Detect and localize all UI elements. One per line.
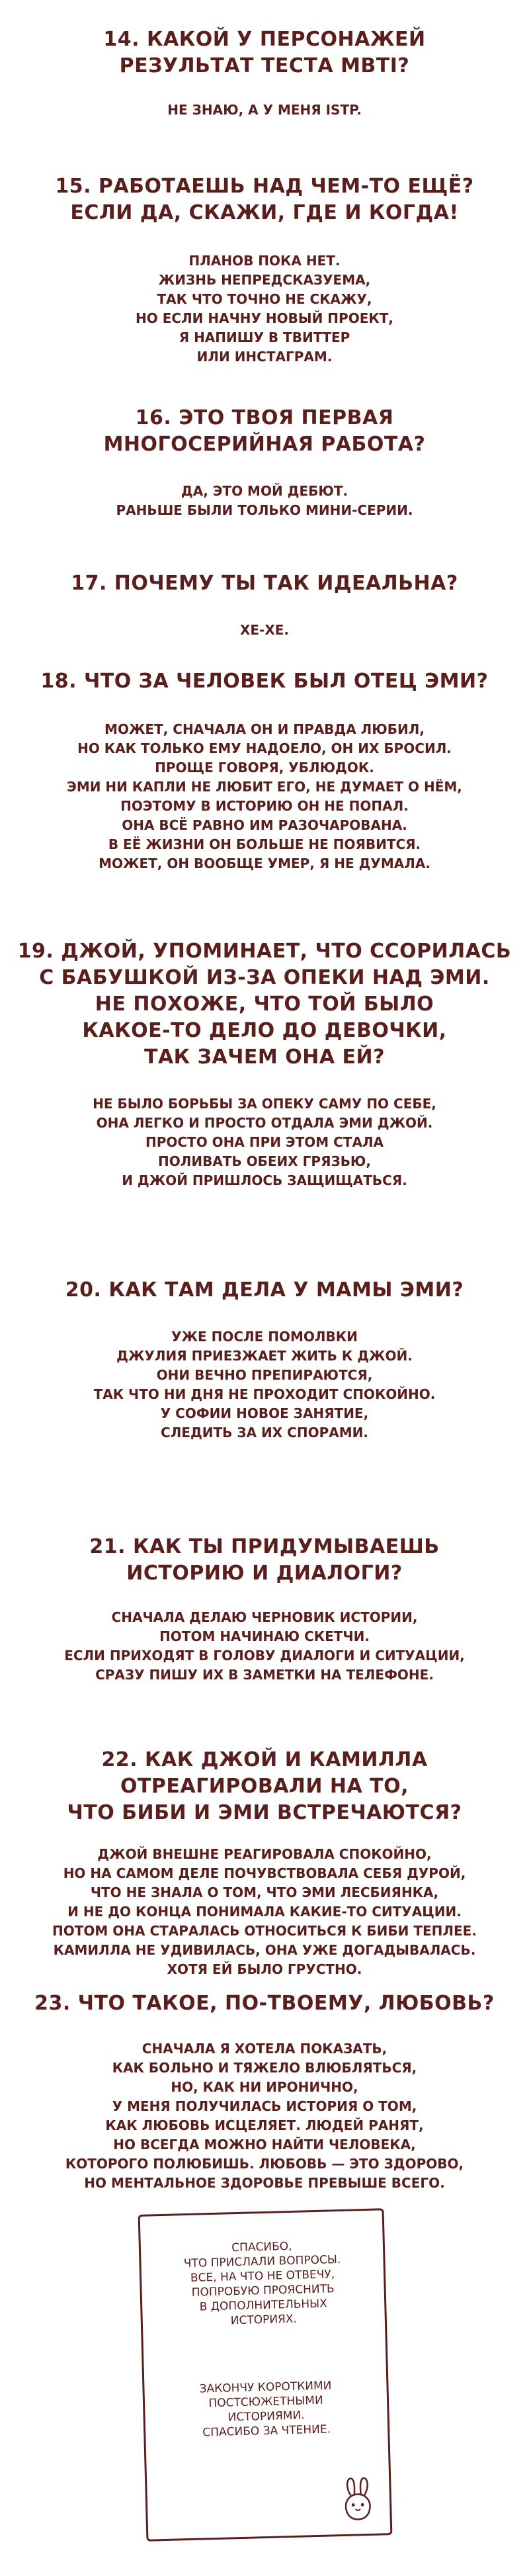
qa-block-14 — [0, 26, 529, 120]
answer-19: НЕ БЫЛО БОРЬБЫ ЗА ОПЕКУ САМУ ПО СЕБЕ, ОНА ЛЕГКО И ПРОСТО ОТДАЛА ЭМИ ДЖОЙ. ПРОСТО ОНА ПРИ ЭТОМ СТАЛА ПОЛИВАТЬ ОБЕИХ ГРЯЗЬЮ, И ДЖОЙ ПРИШЛОСЬ ЗАЩИЩАТЬСЯ. — [93, 1096, 436, 1188]
answer-20: УЖЕ ПОСЛЕ ПОМОЛВКИ ДЖУЛИЯ ПРИЕЗЖАЕТ ЖИТЬ К ДЖОЙ. ОНИ ВЕЧНО ПРЕПИРАЮТСЯ, ТАК ЧТО НИ ДНЯ НЕ ПРОХОДИТ СПОКОЙНО. У СОФИИ НОВОЕ ЗАНЯТИЕ, СЛЕДИТЬ ЗА ИХ СПОРАМИ. — [93, 1329, 436, 1441]
qa-block-19 — [0, 938, 529, 1190]
answer-17: ХЕ-ХЕ. — [239, 622, 290, 638]
answer-14: НЕ ЗНАЮ, А У МЕНЯ ISTP. — [167, 102, 362, 118]
question-17: 17. ПОЧЕМУ ТЫ ТАК ИДЕАЛЬНА? — [71, 572, 458, 595]
qa-block-17 — [0, 570, 529, 640]
answer-23: СНАЧАЛА Я ХОТЕЛА ПОКАЗАТЬ, КАК БОЛЬНО И ТЯЖЕЛО ВЛЮБЛЯТЬСЯ, НО, КАК НИ ИРОНИЧНО, У МЕНЯ ПОЛУЧИЛАСЬ ИСТОРИЯ О ТОМ, КАК ЛЮБОВЬ ИСЦЕЛЯЕТ. ЛЮДЕЙ РАНЯТ, НО ВСЕГДА МОЖНО НАЙТИ ЧЕЛОВЕКА, КОТОРОГО ПОЛЮБИШЬ. ЛЮБОВЬ — ЭТО ЗДОРОВО, НО МЕНТАЛЬНОЕ ЗДОРОВЬЕ ПРЕВЫШЕ ВСЕГО. — [65, 2041, 464, 2191]
question-22: 22. КАК ДЖОЙ И КАМИЛЛА ОТРЕАГИРОВАЛИ НА ТО, ЧТО БИБИ И ЭМИ ВСТРЕЧАЮТСЯ? — [67, 1748, 462, 1824]
qa-block-23 — [0, 1990, 529, 2193]
qa-block-20 — [0, 1277, 529, 1443]
answer-16: ДА, ЭТО МОЙ ДЕБЮТ. РАНЬШЕ БЫЛИ ТОЛЬКО МИНИ-СЕРИИ. — [116, 483, 413, 518]
bunny-doodle-icon — [339, 2475, 377, 2522]
question-23: 23. ЧТО ТАКОЕ, ПО-ТВОЕМУ, ЛЮБОВЬ? — [34, 1992, 495, 2015]
answer-18: МОЖЕТ, СНАЧАЛА ОН И ПРАВДА ЛЮБИЛ, НО КАК ТОЛЬКО ЕМУ НАДОЕЛО, ОН ИХ БРОСИЛ. ПРОЩЕ ГОВОРЯ, УБЛЮДОК. ЭМИ НИ КАПЛИ НЕ ЛЮБИТ ЕГО, НЕ ДУМАЕТ О НЁМ, ПОЭТОМУ В ИСТОРИЮ ОН НЕ ПОПАЛ. ОНА ВСЁ РАВНО ИМ РАЗОЧАРОВАНА. В ЕЁ ЖИЗНИ ОН БОЛЬШЕ НЕ ПОЯВИТСЯ. МОЖЕТ, ОН ВООБЩЕ УМЕР, Я НЕ ДУМАЛА. — [67, 721, 462, 871]
note-paragraph-thanks: СПАСИБО, ЧТО ПРИСЛАЛИ ВОПРОСЫ. ВСЕ, НА ЧТО НЕ ОТВЕЧУ, ПОПРОБУЮ ПРОЯСНИТЬ В ДОПОЛНИТЕЛЬНЫХ ИСТОРИЯХ. — [183, 2239, 341, 2328]
note-paragraph-closing: ЗАКОНЧУ КОРОТКИМИ ПОСТСЮЖЕТНЫМИ ИСТОРИЯМИ. СПАСИБО ЗА ЧТЕНИЕ. — [199, 2379, 332, 2440]
question-18: 18. ЧТО ЗА ЧЕЛОВЕК БЫЛ ОТЕЦ ЭМИ? — [40, 670, 489, 693]
answer-15: ПЛАНОВ ПОКА НЕТ. ЖИЗНЬ НЕПРЕДСКАЗУЕМА, ТАК ЧТО ТОЧНО НЕ СКАЖУ, НО ЕСЛИ НАЧНУ НОВЫЙ ПРОЕКТ, Я НАПИШУ В ТВИТТЕР ИЛИ ИНСТАГРАМ. — [136, 253, 393, 365]
question-14: 14. КАКОЙ У ПЕРСОНАЖЕЙ РЕЗУЛЬТАТ ТЕСТА MBTI? — [103, 28, 426, 77]
answer-21: СНАЧАЛА ДЕЛАЮ ЧЕРНОВИК ИСТОРИИ, ПОТОМ НАЧИНАЮ СКЕТЧИ. ЕСЛИ ПРИХОДЯТ В ГОЛОВУ ДИАЛОГИ И СИТУАЦИИ, СРАЗУ ПИШУ ИХ В ЗАМЕТКИ НА ТЕЛЕФОНЕ. — [64, 1609, 465, 1683]
qa-block-22 — [0, 1747, 529, 1979]
question-21: 21. КАК ТЫ ПРИДУМЫВАЕШЬ ИСТОРИЮ И ДИАЛОГИ? — [89, 1535, 440, 1585]
question-16: 16. ЭТО ТВОЯ ПЕРВАЯ МНОГОСЕРИЙНАЯ РАБОТА? — [103, 406, 426, 456]
thank-you-note — [138, 2208, 393, 2542]
question-19: 19. ДЖОЙ, УПОМИНАЕТ, ЧТО ССОРИЛАСЬ С БАБУШКОЙ ИЗ-ЗА ОПЕКИ НАД ЭМИ. НЕ ПОХОЖЕ, ЧТО ТОЙ БЫЛО КАКОЕ-ТО ДЕЛО ДО ДЕВОЧКИ, ТАК ЗАЧЕМ ОНА ЕЙ? — [17, 940, 512, 1069]
qa-block-15 — [0, 173, 529, 367]
question-20: 20. КАК ТАМ ДЕЛА У МАМЫ ЭМИ? — [65, 1278, 464, 1302]
answer-22: ДЖОЙ ВНЕШНЕ РЕАГИРОВАЛА СПОКОЙНО, НО НА САМОМ ДЕЛЕ ПОЧУВСТВОВАЛА СЕБЯ ДУРОЙ, ЧТО НЕ ЗНАЛА О ТОМ, ЧТО ЭМИ ЛЕСБИЯНКА, И НЕ ДО КОНЦА ПОНИМАЛА КАКИЕ-ТО СИТУАЦИИ. ПОТОМ ОНА СТАРАЛАСЬ ОТНОСИТЬСЯ К БИБИ ТЕПЛЕЕ. КАМИЛЛА НЕ УДИВИЛАСЬ, ОНА УЖЕ ДОГАДЫВАЛАСЬ. ХОТЯ ЕЙ БЫЛО ГРУСТНО. — [52, 1846, 477, 1977]
question-15: 15. РАБОТАЕШЬ НАД ЧЕМ-ТО ЕЩЁ? ЕСЛИ ДА, СКАЖИ, ГДЕ И КОГДА! — [55, 175, 474, 224]
qa-block-21 — [0, 1534, 529, 1685]
qa-block-16 — [0, 405, 529, 520]
qa-block-18 — [0, 668, 529, 873]
